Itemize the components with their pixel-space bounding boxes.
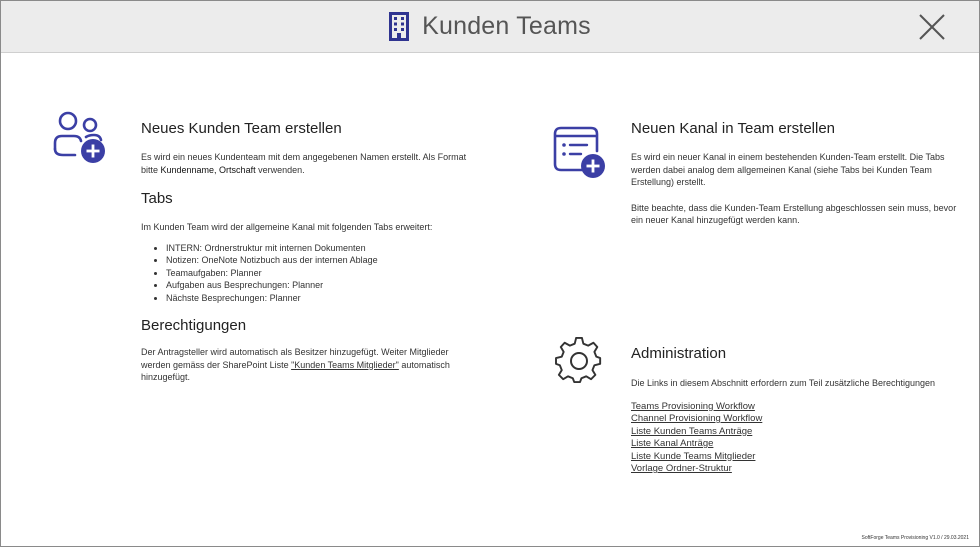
title-bar <box>1 1 979 52</box>
admin-description: Die Links in diesem Abschnitt erfordern zum Teil zusätzliche Berechtigungen <box>631 378 935 388</box>
list-item: • Aufgaben aus Besprechungen: Planner <box>166 279 471 292</box>
new-team-title: Neues Kunden Team erstellen <box>141 120 342 137</box>
admin-section <box>631 345 961 476</box>
list-item: • Teamaufgaben: Planner <box>166 267 471 280</box>
permissions-description <box>141 346 471 384</box>
new-team-text-end: verwenden. <box>255 164 305 175</box>
team-requests-list-link[interactable]: Liste Kunden Teams Anträge <box>631 425 753 437</box>
version-footer: SoftForge Teams Provisioning V1.0 / 29.03.2021 <box>861 535 969 541</box>
tabs-list <box>141 242 471 305</box>
new-team-description <box>141 151 471 176</box>
permissions-title: Berechtigungen <box>141 317 247 334</box>
members-list-link[interactable]: "Kunden Teams Mitglieder" <box>291 359 399 370</box>
new-team-text: Es wird ein neues Kundenteam mit dem angegebenen Namen erstellt. Als Format bitte <box>141 152 467 175</box>
users-add-icon <box>53 111 107 165</box>
permissions-text: Der Antragsteller wird automatisch als Besitzer hinzugefügt. Weiter Mitglieder werden gemäss der SharePoint Liste <box>141 347 449 370</box>
new-channel-note: Bitte beachte, dass die Kunden-Team Erstellung abgeschlossen sein muss, bevor ein neuer Kanal hinzugefügt werden kann. <box>631 202 957 225</box>
list-item: • INTERN: Ordnerstruktur mit internen Dokumenten <box>166 242 471 255</box>
building-icon <box>389 12 409 41</box>
app-title: Kunden Teams <box>422 12 591 40</box>
new-channel-title: Neuen Kanal in Team erstellen <box>631 120 836 137</box>
teams-provisioning-workflow-link[interactable]: Teams Provisioning Workflow <box>631 400 755 412</box>
admin-title: Administration <box>631 345 727 362</box>
new-team-section <box>141 120 471 384</box>
admin-links <box>631 401 961 476</box>
app-header <box>1 1 979 53</box>
channel-provisioning-workflow-link[interactable]: Channel Provisioning Workflow <box>631 413 763 424</box>
tabs-title: Tabs <box>141 190 173 207</box>
gear-icon <box>555 337 603 385</box>
list-item: • Nächste Besprechungen: Planner <box>166 292 471 305</box>
team-members-list-link[interactable]: Liste Kunde Teams Mitglieder <box>631 450 756 462</box>
list-add-icon <box>552 125 606 179</box>
new-channel-section <box>631 120 961 227</box>
tabs-intro: Im Kunden Team wird der allgemeine Kanal mit folgenden Tabs erweitert: <box>141 222 433 232</box>
permissions-text-end: automatisch hinzugefügt. <box>141 359 450 382</box>
list-item: • Notizen: OneNote Notizbuch aus der internen Ablage <box>166 254 471 267</box>
folder-structure-template-link[interactable]: Vorlage Ordner-Struktur <box>631 463 732 474</box>
format-hint: Kundenname, Ortschaft <box>160 164 256 175</box>
channel-requests-list-link[interactable]: Liste Kanal Anträge <box>631 438 714 449</box>
close-icon[interactable] <box>918 13 946 41</box>
new-channel-description: Es wird ein neuer Kanal in einem bestehenden Kunden-Team erstellt. Die Tabs werden dabei analog dem allgemeinen Kanal (siehe Tabs bei Kunden Team Erstellung) erstellt. <box>631 152 945 187</box>
